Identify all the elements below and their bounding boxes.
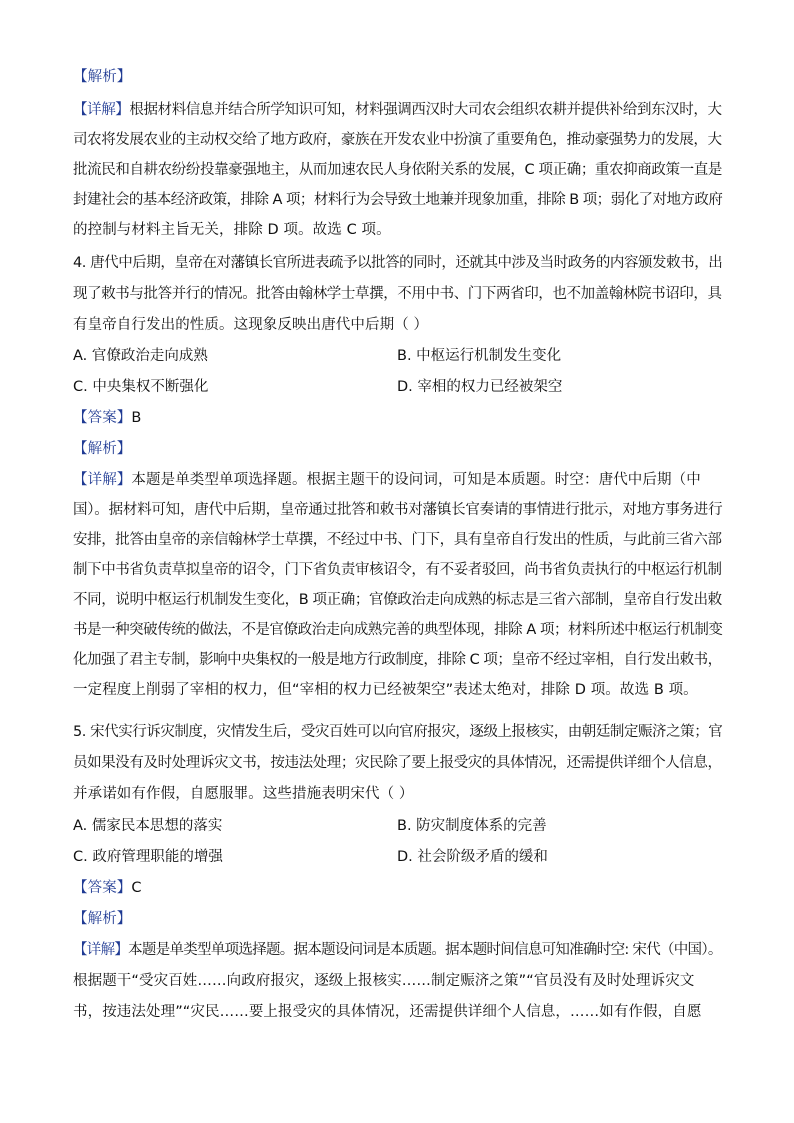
detail-line: 一定程度上削弱了宰相的权力，但“宰相的权力已经被架空”表述太绝对，排除 D 项。故选 B 项。 — [73, 682, 698, 698]
detail-text: 根据材料信息并结合所学知识可知，材料强调西汉时大司农会组织农耕并提供补给到东汉时，大 — [129, 102, 722, 118]
detail-line: 制下中书省负责草拟皇帝的诏令，门下省负责审核诏令，有不妥者驳回，尚书省负责执行的中枢运行机制 — [73, 562, 722, 578]
detail-line: 化加强了君主专制，影响中央集权的一般是地方行政制度，排除 C 项；皇帝不经过宰相，自行发出敕书， — [73, 652, 722, 668]
question-5-stem: 并承诺如有作假，自愿服罪。这些措施表明宋代（ ） — [73, 786, 414, 802]
question-5-stem: 5. 宋代实行诉灾制度，灾情发生后，受灾百姓可以向官府报灾，逐级上报核实，由朝廷制定赈济之策；官 — [73, 724, 723, 740]
detail-label: 【详解】 — [73, 472, 132, 488]
question-5-stem: 员如果没有及时处理诉灾文书，按违法处理；灾民除了要上报受灾的具体情况，还需提供详细个人信息， — [73, 755, 722, 771]
question-4-option-d: D. 宰相的权力已经被架空 — [397, 379, 563, 395]
answer-value: C — [131, 880, 142, 896]
answer-label: 【答案】 — [73, 410, 132, 426]
detail-text: 本题是单类型单项选择题。根据主题干的设问词，可知是本质题。时空：唐代中后期（中 — [131, 472, 701, 488]
detail-line: 司农将发展农业的主动权交给了地方政府，豪族在开发农业中扮演了重要角色，推动豪强势力的发展，大 — [73, 132, 722, 148]
question-5-answer — [73, 879, 142, 897]
answer-value: B — [131, 410, 142, 426]
detail-line: 封建社会的基本经济政策，排除 A 项；材料行为会导致土地兼并现象加重，排除 B 项；弱化了对地方政府 — [73, 192, 723, 208]
question-4-option-a: A. 官僚政治走向成熟 — [73, 348, 208, 364]
detail-label: 【详解】 — [73, 942, 129, 958]
detail-line — [73, 471, 701, 489]
question-5-option-a: A. 儒家民本思想的落实 — [73, 818, 223, 834]
detail-line: 根据题干“受灾百姓……向政府报灾，逐级上报核实……制定赈济之策”“官员没有及时处理诉灾文 — [73, 973, 695, 989]
question-4-stem: 有皇帝自行发出的性质。这现象反映出唐代中后期（ ） — [73, 317, 429, 333]
question-5-option-b: B. 防灾制度体系的完善 — [397, 818, 547, 834]
question-4-option-c: C. 中央集权不断强化 — [73, 379, 209, 395]
question-5-option-d: D. 社会阶级矛盾的缓和 — [397, 849, 548, 865]
detail-line: 的控制与材料主旨无关，排除 D 项。故选 C 项。 — [73, 222, 391, 238]
detail-label: 【详解】 — [73, 102, 130, 118]
analysis-heading: 【解析】 — [73, 441, 132, 457]
detail-line: 书是一种突破传统的做法，不是官僚政治走向成熟完善的典型体现，排除 A 项；材料所述中枢运行机制变 — [73, 622, 723, 638]
detail-line: 书，按违法处理”“灾民……要上报受灾的具体情况，还需提供详细个人信息，……如有作假，自愿 — [73, 1004, 702, 1020]
answer-label: 【答案】 — [73, 880, 132, 896]
question-4-stem: 现了敕书与批答并行的情况。批答由翰林学士草撰，不用中书、门下两省印，也不加盖翰林院书诏印，具 — [73, 286, 722, 302]
question-4-option-b: B. 中枢运行机制发生变化 — [397, 348, 562, 364]
detail-line — [73, 941, 722, 959]
detail-text: 本题是单类型单项选择题。据本题设问词是本质题。据本题时间信息可知准确时空: 宋代（中国）。 — [128, 942, 722, 958]
analysis-heading: 【解析】 — [73, 69, 132, 85]
detail-line: 安排，批答由皇帝的亲信翰林学士草撰，不经过中书、门下，具有皇帝自行发出的性质，与此前三省六部 — [73, 532, 722, 548]
detail-line: 不同，说明中枢运行机制发生变化，B 项正确；官僚政治走向成熟的标志是三省六部制，皇帝自行发出敕 — [73, 592, 722, 608]
question-4-stem: 4. 唐代中后期，皇帝在对藩镇长官所进表疏予以批答的同时，还就其中涉及当时政务的内容颁发敕书，出 — [73, 255, 723, 271]
detail-line: 批流民和自耕农纷纷投靠豪强地主，从而加速农民人身依附关系的发展，C 项正确；重农抑商政策一直是 — [73, 162, 722, 178]
detail-line — [73, 101, 722, 119]
analysis-heading: 【解析】 — [73, 911, 132, 927]
detail-line: 国）。据材料可知，唐代中后期，皇帝通过批答和敕书对藩镇长官奏请的事情进行批示，对地方事务进行 — [73, 502, 723, 518]
question-4-answer — [73, 409, 141, 427]
question-5-option-c: C. 政府管理职能的增强 — [73, 849, 223, 865]
